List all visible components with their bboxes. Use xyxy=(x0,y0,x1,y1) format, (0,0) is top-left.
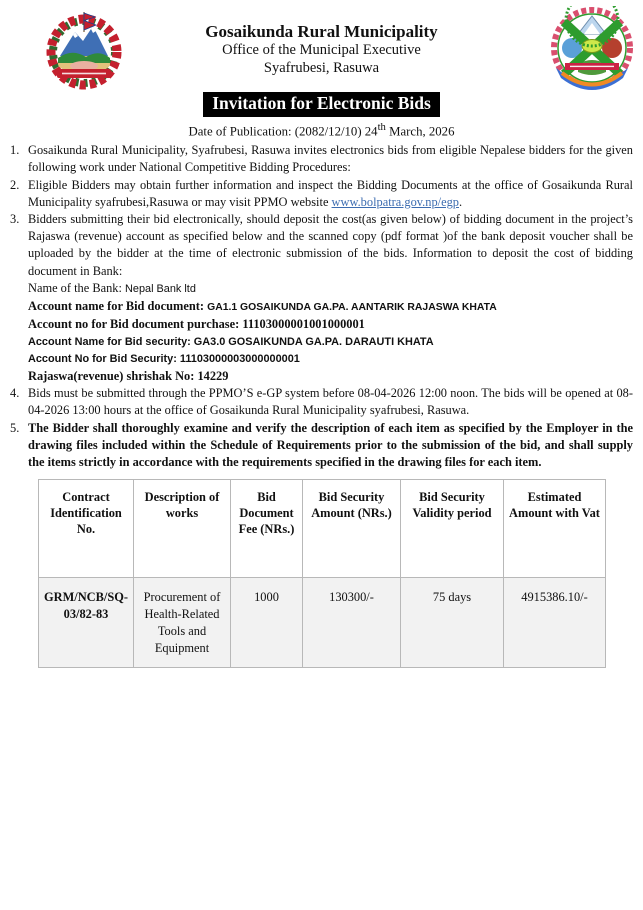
header-description-of-works: Description of works xyxy=(134,480,231,578)
item-text xyxy=(28,211,633,385)
item-number: 1. xyxy=(10,143,20,158)
bid-table xyxy=(38,479,606,668)
item-number: 4. xyxy=(10,386,20,401)
office-line: Office of the Municipal Executive xyxy=(222,42,421,58)
publication-date xyxy=(0,120,643,139)
list-item-4 xyxy=(0,385,633,419)
item-text-pre: Eligible Bidders may obtain further information and inspect the Bidding Documents at the office of Gosaikunda Rural Municipality syafrubesi,Rasuwa or may visit PPMO website xyxy=(28,177,633,209)
cell-doc-fee: 1000 xyxy=(231,578,303,668)
cell-description: Procurement of Health-Related Tools and Equipment xyxy=(134,578,231,668)
list-item-1 xyxy=(0,142,633,176)
cell-security-amount: 130300/- xyxy=(303,578,401,668)
item-number: 5. xyxy=(10,420,20,435)
header-estimated-amount: Estimated Amount with Vat xyxy=(504,480,606,578)
bolpatra-website-link[interactable]: www.bolpatra.gov.np/egp xyxy=(331,194,459,209)
bid-security-account-no-line: Account No for Bid Security: 11103000003000000001 xyxy=(28,352,300,365)
bid-table-data-row xyxy=(39,578,606,668)
cell-estimated-amount: 4915386.10/- xyxy=(504,578,606,668)
publication-date-suffix: March, 2026 xyxy=(385,124,455,139)
item-text: The Bidder shall thoroughly examine and verify the description of each item as specified by the Employer in the drawing files included within the Schedule of Requirements prior to the submission of the bid, and shall supply the items strictly in accordance with the requirements specified in the drawing files for each item. xyxy=(28,420,633,469)
bank-name-label: Name of the Bank: xyxy=(28,280,122,295)
cell-validity-period: 75 days xyxy=(401,578,504,668)
list-item-2 xyxy=(0,177,633,211)
bank-name-value: Nepal Bank ltd xyxy=(125,282,196,295)
municipality-title: Gosaikunda Rural Municipality xyxy=(205,22,438,41)
account-name-value: GA1.1 GOSAIKUNDA GA.PA. AANTARIK RAJASWA KHATA xyxy=(207,302,497,314)
gosaikunda-municipality-seal-logo xyxy=(548,6,636,100)
publication-date-ordinal: th xyxy=(377,122,386,133)
item-text-post: . xyxy=(458,194,463,209)
header-bid-document-fee: Bid Document Fee (NRs.) xyxy=(231,480,303,578)
header-bid-security-validity: Bid Security Validity period xyxy=(401,480,504,578)
account-name-line xyxy=(28,298,633,316)
header-bid-security-amount: Bid Security Amount (NRs.) xyxy=(303,480,401,578)
list-item-3 xyxy=(0,211,633,385)
item-number: 2. xyxy=(10,177,20,192)
item-3-paragraph: Bidders submitting their bid electronically, should deposit the cost(as given below) of bidding document in the project’s Rajaswa (revenue) account as specified below and the scanned copy (pdf format )of the bank deposit voucher shall be uploaded by the bidder at the time of electronic submission of the bids. Information to deposit the cost of bidding document in Bank: xyxy=(28,212,633,278)
rajaswa-shirshak-line: Rajaswa(revenue) shrishak No: 14229 xyxy=(28,368,229,383)
bank-name-line xyxy=(28,280,633,298)
item-number: 3. xyxy=(10,212,20,227)
invitation-title-banner: Invitation for Electronic Bids xyxy=(203,92,440,117)
banner-row xyxy=(0,92,643,117)
bid-security-account-name-line: Account Name for Bid security: GA3.0 GOSAIKUNDA GA.PA. DARAUTI KHATA xyxy=(28,335,434,348)
publication-date-prefix: Date of Publication: (2082/12/10) 24 xyxy=(188,124,378,139)
item-text: Bids must be submitted through the PPMO’S e-GP system before 08-04-2026 12:00 noon. The bids will be opened at 08-04-2026 13:00 hours at the office of Gosaikunda Rural Municipality syafrubesi, Rasuwa. xyxy=(28,386,633,418)
list-item-5 xyxy=(0,420,633,472)
cell-contract-id: GRM/NCB/SQ-03/82-83 xyxy=(39,578,134,668)
item-text: Gosaikunda Rural Municipality, Syafrubesi, Rasuwa invites electronics bids from eligible Nepalese bidders for the given following work under National Competitive Bidding Procedures: xyxy=(28,143,633,175)
item-text xyxy=(28,177,633,211)
account-name-label: Account name for Bid document: xyxy=(28,299,204,314)
clause-list xyxy=(0,142,643,471)
header-contract-identification: Contract Identification No. xyxy=(39,480,134,578)
account-no-line: Account no for Bid document purchase: 11103000001001000001 xyxy=(28,317,365,332)
address-line: Syafrubesi, Rasuwa xyxy=(263,59,380,76)
bid-table-header-row xyxy=(39,480,606,578)
nepal-government-emblem-logo xyxy=(44,6,124,90)
